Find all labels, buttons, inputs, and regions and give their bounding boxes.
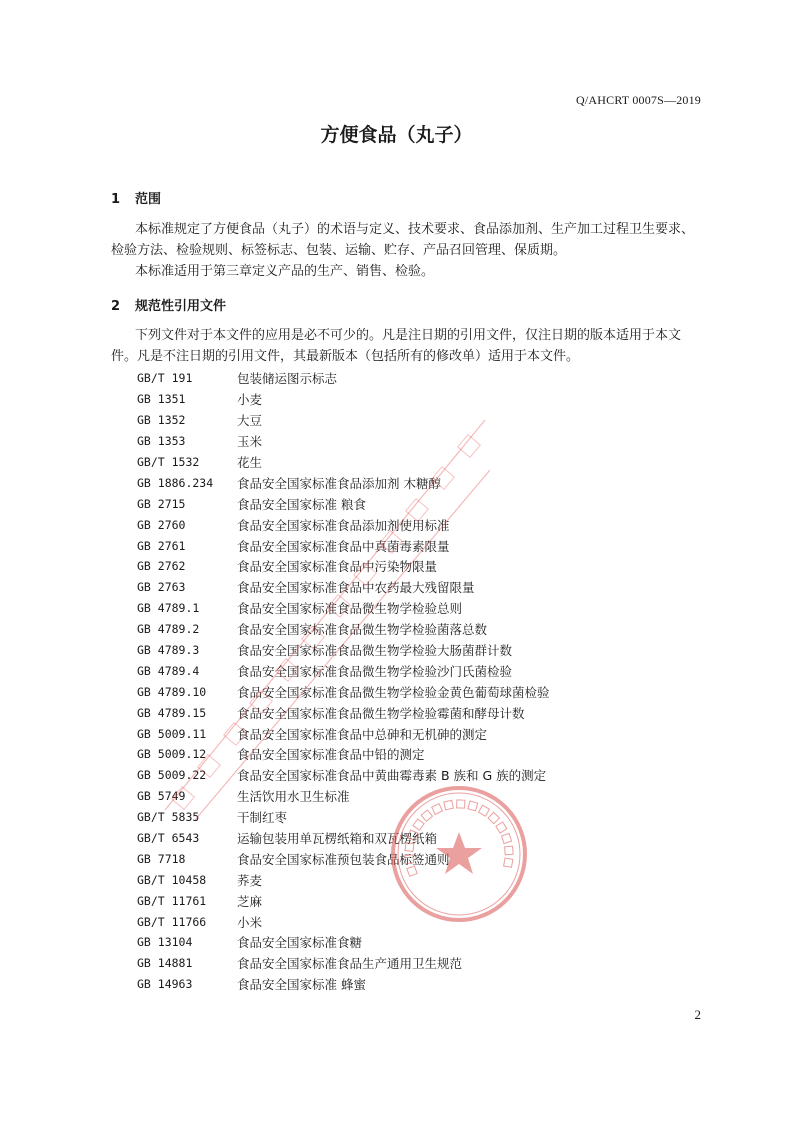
- reference-code: GB 1886.234: [137, 475, 214, 490]
- reference-title: 生活饮用水卫生标准: [237, 789, 350, 805]
- reference-title: 食品安全国家标准食品微生物学检验大肠菌群计数: [237, 643, 513, 659]
- reference-code: GB 5749: [137, 789, 186, 804]
- reference-row: [137, 452, 550, 473]
- reference-row: [137, 368, 550, 389]
- reference-title: 食品安全国家标准 粮食: [237, 496, 366, 512]
- reference-title: 食品安全国家标准食品微生物学检验菌落总数: [237, 622, 488, 638]
- document-title: 方便食品（丸子）: [320, 124, 473, 146]
- section-2-paragraph-1: 下列文件对于本文件的应用是必不可少的。凡是注日期的引用文件，仅注日期的版本适用于本文件。凡是不注日期的引用文件，其最新版本（包括所有的修改单）适用于本文件。: [111, 328, 682, 364]
- reference-code: GB 4789.10: [137, 684, 207, 699]
- reference-code: GB 5009.11: [137, 726, 207, 741]
- reference-row: [137, 577, 550, 598]
- reference-title: 干制红枣: [237, 810, 288, 826]
- reference-title: 食品安全国家标准预包装食品标签通则: [237, 851, 450, 867]
- reference-title: 大豆: [237, 413, 263, 429]
- reference-title: 食品安全国家标准食品微生物学检验总则: [237, 601, 463, 617]
- reference-code: GB 1353: [137, 434, 186, 449]
- reference-title: 食品安全国家标准食品添加剂使用标准: [237, 517, 450, 533]
- reference-row: [137, 702, 550, 723]
- reference-title: 食品安全国家标准食品中铅的测定: [237, 747, 425, 763]
- reference-title: 荞麦: [237, 872, 263, 888]
- section-title: 范围: [135, 192, 162, 207]
- reference-row: [137, 410, 550, 431]
- reference-row: [137, 493, 550, 514]
- reference-title: 食品安全国家标准食品微生物学检验沙门氏菌检验: [237, 663, 513, 679]
- reference-title: 花生: [237, 455, 263, 470]
- reference-code: GB 2761: [137, 538, 186, 553]
- reference-title: 食品安全国家标准食品中污染物限量: [237, 559, 438, 575]
- reference-title: 食品安全国家标准 蜂蜜: [237, 977, 366, 993]
- reference-row: [137, 389, 550, 410]
- reference-code: GB 5009.12: [137, 747, 207, 762]
- reference-code: GB 13104: [137, 935, 193, 950]
- reference-title: 食品安全国家标准食品生产通用卫生规范: [237, 956, 463, 972]
- section-2-heading: [111, 295, 226, 314]
- reference-row: [137, 431, 550, 452]
- reference-title: 运输包装用单瓦楞纸箱和双瓦楞纸箱: [237, 831, 438, 847]
- reference-row: [137, 472, 550, 493]
- reference-title: 食品安全国家标准食品中农药最大残留限量: [237, 580, 475, 596]
- reference-row: [137, 535, 550, 556]
- reference-code: GB/T 5835: [137, 810, 200, 825]
- reference-title: 玉米: [237, 434, 263, 450]
- reference-code: GB/T 191: [137, 371, 193, 386]
- reference-code: GB 2762: [137, 559, 186, 574]
- reference-code: GB/T 11761: [137, 893, 207, 908]
- reference-code: GB/T 10458: [137, 872, 207, 887]
- reference-code: GB 4789.2: [137, 622, 200, 637]
- reference-row: [137, 556, 550, 577]
- reference-title: 小麦: [237, 392, 263, 408]
- reference-row: [137, 640, 550, 661]
- reference-title: 食品安全国家标准食品中黄曲霉毒素 B 族和 G 族的测定: [237, 768, 547, 784]
- reference-title: 食品安全国家标准食品微生物学检验霉菌和酵母计数: [237, 705, 525, 721]
- company-seal-icon: [387, 782, 531, 926]
- reference-title: 食品安全国家标准食糖: [237, 935, 363, 951]
- reference-title: 芝麻: [237, 893, 263, 909]
- reference-row: [137, 598, 550, 619]
- reference-title: 食品安全国家标准食品中真菌毒素限量: [237, 538, 450, 554]
- reference-code: GB/T 1532: [137, 455, 200, 469]
- section-number: 2: [111, 299, 121, 314]
- section-title: 规范性引用文件: [135, 299, 227, 314]
- reference-code: GB/T 6543: [137, 831, 200, 846]
- reference-code: GB 1351: [137, 392, 186, 407]
- reference-code: GB 4789.3: [137, 643, 200, 658]
- reference-row: [137, 744, 550, 765]
- reference-code: GB 2715: [137, 496, 186, 511]
- reference-row: [137, 619, 550, 640]
- reference-code: GB 7718: [137, 851, 186, 866]
- reference-title: 食品安全国家标准食品添加剂 木糖醇: [237, 475, 441, 491]
- reference-row: [137, 932, 550, 953]
- reference-row: [137, 660, 550, 681]
- section-1-heading: [111, 188, 161, 207]
- reference-title: 小米: [237, 914, 263, 930]
- reference-code: GB 4789.4: [137, 663, 200, 678]
- reference-row: [137, 681, 550, 702]
- section-number: 1: [111, 192, 121, 207]
- reference-code: GB 14881: [137, 956, 193, 971]
- reference-row: [137, 953, 550, 974]
- reference-code: GB/T 11766: [137, 914, 207, 929]
- reference-code: GB 4789.15: [137, 705, 207, 720]
- reference-code: GB 14963: [137, 977, 193, 992]
- reference-code: GB 2760: [137, 517, 186, 532]
- reference-title: 包装储运图示标志: [237, 371, 338, 387]
- section-1-paragraph-2: 本标准适用于第三章定义产品的生产、销售、检验。: [135, 264, 435, 279]
- section-1-paragraph-1: 本标准规定了方便食品（丸子）的术语与定义、技术要求、食品添加剂、生产加工过程卫生要求、检验方法、检验规则、标签标志、包装、运输、贮存、产品召回管理、保质期。: [111, 222, 695, 258]
- reference-title: 食品安全国家标准食品微生物学检验金黄色葡萄球菌检验: [237, 684, 550, 700]
- page-number: 2: [694, 1007, 701, 1022]
- reference-row: [137, 723, 550, 744]
- reference-code: GB 5009.22: [137, 768, 207, 783]
- reference-code: GB 2763: [137, 580, 186, 595]
- reference-code: GB 4789.1: [137, 601, 200, 616]
- reference-row: [137, 514, 550, 535]
- reference-row: [137, 974, 550, 995]
- reference-title: 食品安全国家标准食品中总砷和无机砷的测定: [237, 726, 488, 742]
- reference-code: GB 1352: [137, 413, 186, 428]
- standard-code: Q/AHCRT 0007S—2019: [575, 93, 701, 107]
